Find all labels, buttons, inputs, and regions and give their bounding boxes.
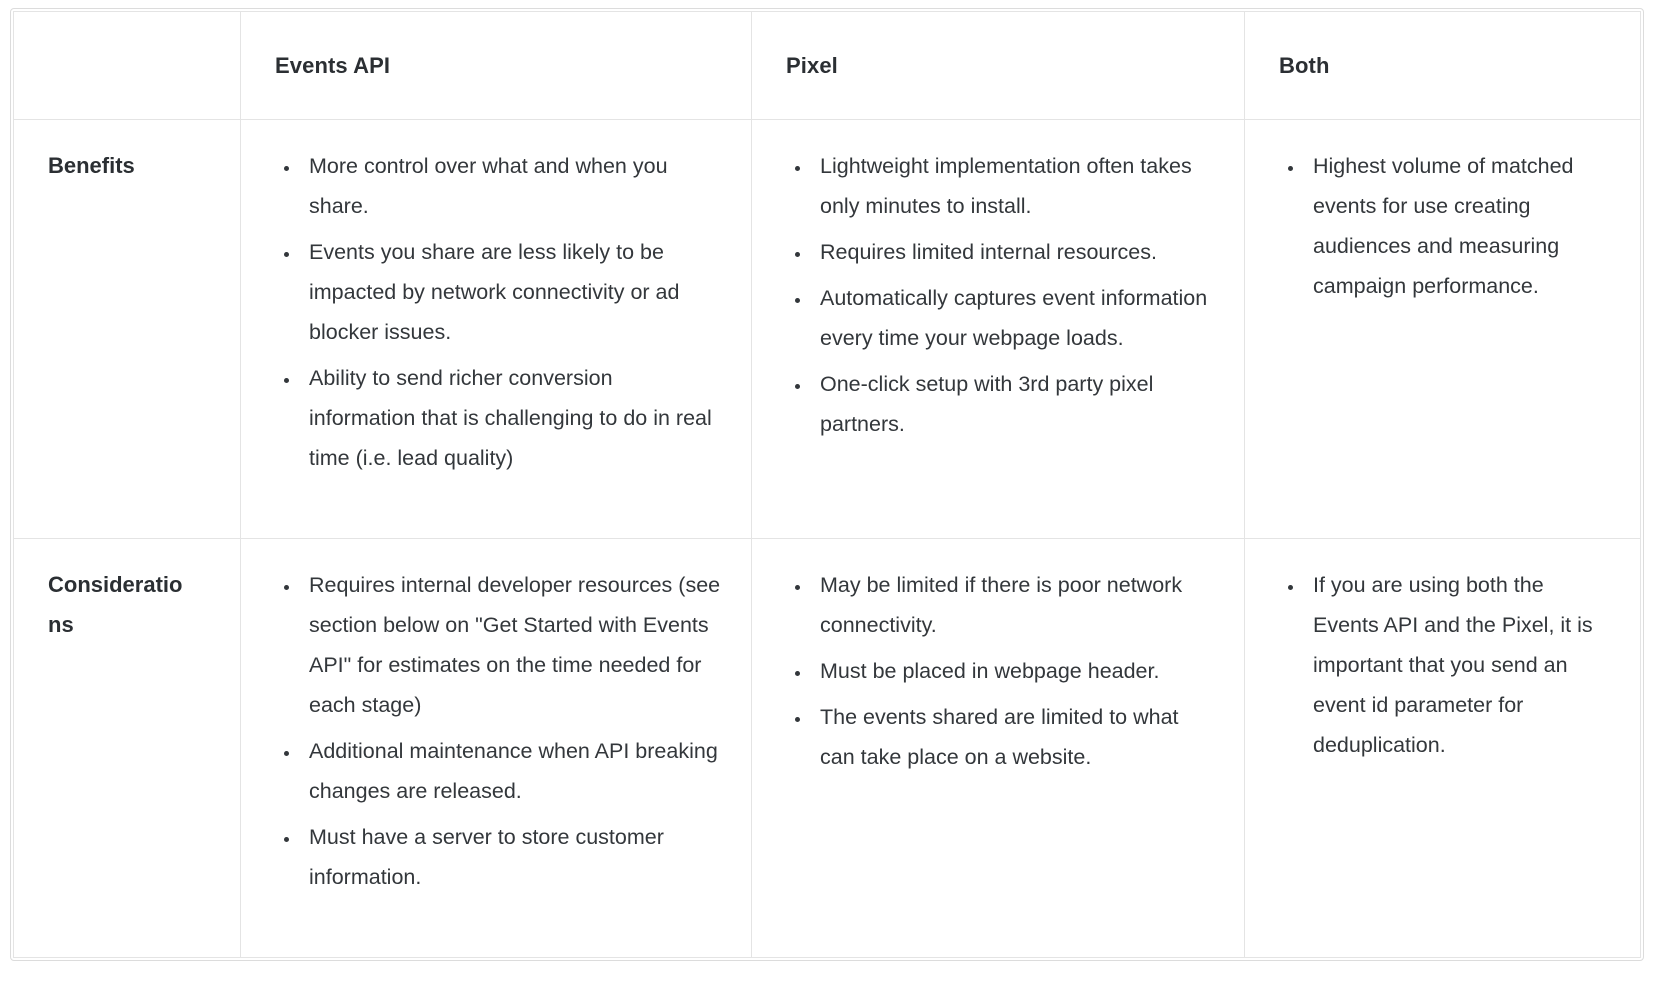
considerations-both-cell (1245, 539, 1641, 958)
benefits-row (14, 120, 1641, 539)
bullet-item: • Events you share are less likely to be impacted by network connectivity or ad blocker issues. (301, 232, 721, 352)
bullet-item: • May be limited if there is poor network connectivity. (812, 565, 1214, 645)
bullet-item: • The events shared are limited to what can take place on a website. (812, 697, 1214, 777)
header-row (14, 12, 1641, 120)
benefits-pixel-cell (752, 120, 1245, 539)
header-cell-pixel: Pixel (752, 12, 1245, 120)
considerations-both-bullet-list (1279, 565, 1610, 765)
considerations-events-api-bullet-list (275, 565, 721, 897)
considerations-events-api-cell (241, 539, 752, 958)
row-label-considerations: Considerations (14, 539, 241, 958)
comparison-table-container (10, 8, 1644, 961)
bullet-item: • Requires limited internal resources. (812, 232, 1214, 272)
comparison-table (13, 11, 1641, 958)
benefits-events-api-cell (241, 120, 752, 539)
bullet-item: • If you are using both the Events API and the Pixel, it is important that you send an event id parameter for deduplication. (1305, 565, 1610, 765)
row-label-benefits: Benefits (14, 120, 241, 539)
bullet-item: • Highest volume of matched events for use creating audiences and measuring campaign performance. (1305, 146, 1610, 306)
bullet-item: • Additional maintenance when API breaking changes are released. (301, 731, 721, 811)
bullet-item: • Must be placed in webpage header. (812, 651, 1214, 691)
bullet-item: • Must have a server to store customer information. (301, 817, 721, 897)
header-cell-both: Both (1245, 12, 1641, 120)
benefits-both-bullet-list (1279, 146, 1610, 306)
benefits-events-api-bullet-list (275, 146, 721, 478)
bullet-item: • Ability to send richer conversion information that is challenging to do in real time (i.e. lead quality) (301, 358, 721, 478)
considerations-pixel-bullet-list (786, 565, 1214, 777)
bullet-item: • One-click setup with 3rd party pixel partners. (812, 364, 1214, 444)
header-cell-events-api: Events API (241, 12, 752, 120)
benefits-both-cell (1245, 120, 1641, 539)
considerations-row (14, 539, 1641, 958)
bullet-item: • Requires internal developer resources (see section below on "Get Started with Events API" for estimates on the time needed for each stage) (301, 565, 721, 725)
benefits-pixel-bullet-list (786, 146, 1214, 444)
bullet-item: • Lightweight implementation often takes only minutes to install. (812, 146, 1214, 226)
considerations-pixel-cell (752, 539, 1245, 958)
header-cell-empty (14, 12, 241, 120)
bullet-item: • Automatically captures event information every time your webpage loads. (812, 278, 1214, 358)
bullet-item: • More control over what and when you share. (301, 146, 721, 226)
